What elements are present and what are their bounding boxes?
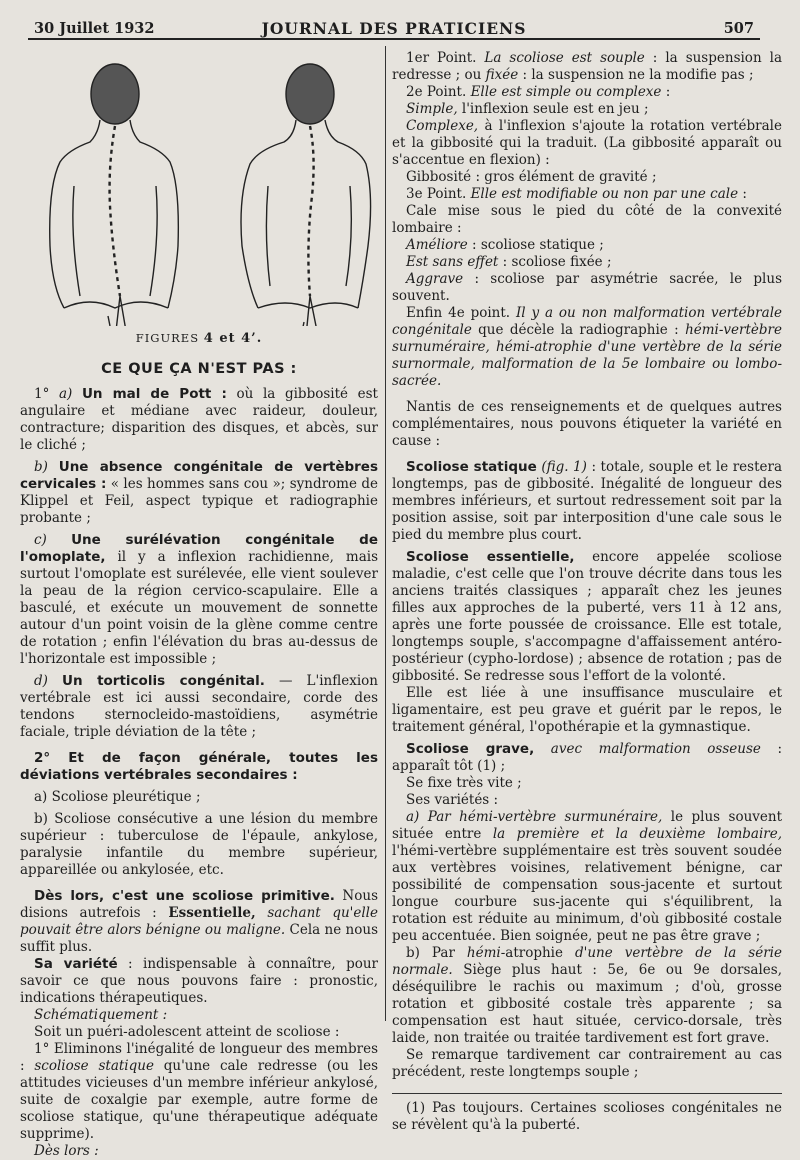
footnote-text: (1) Pas toujours. Certaines scolioses congénitales ne se révèlent qu'à la puberté. <box>392 1100 782 1133</box>
point-3-cale: Cale mise sous le pied du côté de la convexité lombaire : <box>392 203 782 236</box>
spine-figures-illustration <box>20 46 378 326</box>
issue-date: 30 Juillet 1932 <box>34 20 155 37</box>
paragraph-tardivement: Se remarque tardivement car contrairement au cas précédent, reste longtemps souple ; <box>392 1047 782 1080</box>
footnote <box>392 1093 782 1134</box>
item-scoliose-pleuretique: a) Scoliose pleurétique ; <box>34 789 201 805</box>
paragraph-insuffisance: Elle est liée à une insuffisance musculaire et ligamentaire, est peu grave et guérit par le repos, le traitement général, l'opothérapie et la gymnastique. <box>392 685 782 735</box>
caption-numbers: 4 et 4’. <box>203 331 263 346</box>
figures-4-4prime <box>20 46 378 326</box>
variety-b: b) Par hémi-atrophie d'une vertèbre de la série normale. Siège plus haut : 5e, 6e ou 9e dorsales, déséquilibre le rachis ou maximum ; d'où, grosse rotation et gibbosité costale très apparente ; sa compensation est haut située, cervico-dorsale, très laide, non traitée ou traitée tardivement est fort grave. <box>392 945 782 1046</box>
item-secondary-deviations: 2° Et de façon générale, toutes les déviations vertébrales secondaires : <box>20 750 378 783</box>
paragraph-variete: Sa variété : indispensable à connaître, pour savoir ce que nous pouvons faire : pronostic, indications thérapeutiques. <box>20 956 378 1006</box>
column-divider <box>385 46 386 1021</box>
right-column <box>392 50 782 1134</box>
point-3: 3e Point. Elle est modifiable ou non par une cale : <box>406 186 747 202</box>
paragraph-soit: Soit un puéri-adolescent atteint de scoliose : <box>34 1024 340 1040</box>
page-number: 507 <box>723 20 754 37</box>
figure-4 <box>50 64 179 326</box>
paragraph-nantis: Nantis de ces renseignements et de quelques autres complémentaires, nous pouvons étiqueter la variété en cause : <box>392 399 782 449</box>
paragraph-scoliose-essentielle: Scoliose essentielle, encore appelée scoliose maladie, c'est celle que l'on trouve décrite dans tous les anciens traités classiques ; apparaît chez les jeunes filles aux approches de la puberté, vers 11 à 12 ans, après une forte poussée de croissance. Elle est totale, longtemps souple, s'accompagne d'affaissement antéro-postérieur (cypho-lordose) ; absence de rotation ; pas de gibbosité. Se redresse sous l'effort de la volonté. <box>392 549 782 684</box>
point-2-complexe: Complexe, à l'inflexion s'ajoute la rotation vertébrale et la gibbosité qui la traduit. (La gibbosité apparaît ou s'accentue en flexion) : <box>392 118 782 168</box>
paragraph-se-fixe: Se fixe très vite ; <box>406 775 522 791</box>
paragraph-scoliose-primitive: Dès lors, c'est une scoliose primitive. Nous disions autrefois : Essentielle, sachant qu'elle pouvait être alors bénigne ou maligne. Cela ne nous suffit plus. <box>20 888 379 955</box>
paragraph-eliminons: 1° Eliminons l'inégalité de longueur des membres : scoliose statique qu'une cale redresse (ou les attitudes vicieuses d'un membre inférieur ankylosé, suite de coxalgie par exemple, autre forme de scoliose statique, qu'une thérapeutique adéquate supprime). <box>20 1041 378 1142</box>
journal-title: JOURNAL DES PRATICIENS <box>261 19 527 38</box>
point-3-sans-effet: Est sans effet : scoliose fixée ; <box>406 254 612 270</box>
paragraph-des-lors: Dès lors : <box>34 1143 99 1159</box>
left-column <box>20 46 378 1160</box>
paragraph-varietes: Ses variétés : <box>406 792 499 808</box>
point-3-ameliore: Améliore : scoliose statique ; <box>406 237 604 253</box>
section-title: CE QUE ÇA N'EST PAS : <box>101 361 297 377</box>
point-4: Enfin 4e point. Il y a ou non malformation vertébrale congénitale que décèle la radiographie : hémi-vertèbre surnuméraire, hémi-atrophie d'une vertèbre de la série surnormale, malformation de la 5e lombaire ou lombo-sacrée. <box>392 305 782 389</box>
point-2-gibbosite: Gibbosité : gros élément de gravité ; <box>406 169 657 185</box>
paragraph-scoliose-statique: Scoliose statique (fig. 1) : totale, souple et le restera longtemps, pas de gibbosité. Inégalité de longueur des membres inférieurs, et surtout redressement soit par la position assise, soit par interposition d'une cale sous le pied du membre plus court. <box>392 459 782 543</box>
item-mal-de-pott: 1° a) Un mal de Pott : où la gibbosité est angulaire et médiane avec raideur, douleur, contracture; disparition des disques, et abcès, sur le cliché ; <box>20 386 378 453</box>
paragraph-schematiquement: Schématiquement : <box>34 1007 168 1023</box>
figure-caption <box>20 330 378 347</box>
variety-a: a) Par hémi-vertèbre surmunéraire, le plus souvent située entre la première et la deuxième lombaire, l'hémi-vertèbre supplémentaire est très souvent soudée aux vertèbres voisines, relativement bénigne, car possibilité de compensation sous-jacente et surtout longue courbure sus-jacente qui s'équilibrent, la rotation est réduite au minimum, d'où gibbosité costale peu accentuée. Bien soignée, peut ne pas être grave ; <box>392 809 783 944</box>
paragraph-scoliose-grave: Scoliose grave, avec malformation osseuse : apparaît tôt (1) ; <box>392 741 783 774</box>
point-3-aggrave: Aggrave : scoliose par asymétrie sacrée, le plus souvent. <box>392 271 782 304</box>
page-header <box>28 14 760 40</box>
point-2-simple: Simple, l'inflexion seule est en jeu ; <box>406 101 649 117</box>
point-1: 1er Point. La scoliose est souple : la suspension la redresse ; ou fixée : la suspension ne la modifie pas ; <box>392 50 782 83</box>
item-torticolis: d) Un torticolis congénital. — L'inflexion vertébrale est ici aussi secondaire, corde des tendons sternocleido-mastoïdiens, asymétrie faciale, triple déviation de la tête ; <box>20 673 378 740</box>
caption-label: FIGURES <box>135 331 200 345</box>
item-cervical-absence: b) Une absence congénitale de vertèbres cervicales : « les hommes sans cou »; syndrome de Klippel et Feil, aspect typique et radiographie probante ; <box>20 459 378 526</box>
item-scoliose-membre: b) Scoliose consécutive a une lésion du membre supérieur : tuberculose de l'épaule, ankylose, paralysie infantile du membre supérieur, appareillée ou ankylosée, etc. <box>20 811 378 878</box>
point-2: 2e Point. Elle est simple ou complexe : <box>406 84 671 100</box>
item-omoplate: c) Une surélévation congénitale de l'omoplate, il y a inflexion rachidienne, mais surtout l'omoplate est surélevée, elle vient soulever la peau de la région cervico-scapulaire. Elle a basculé, et exécute un mouvement de sonnette autour d'un point voisin de la glène comme centre de rotation ; enfin l'élévation du bras au-dessus de l'horizontale est impossible ; <box>20 532 378 667</box>
figure-4-prime <box>241 64 371 326</box>
